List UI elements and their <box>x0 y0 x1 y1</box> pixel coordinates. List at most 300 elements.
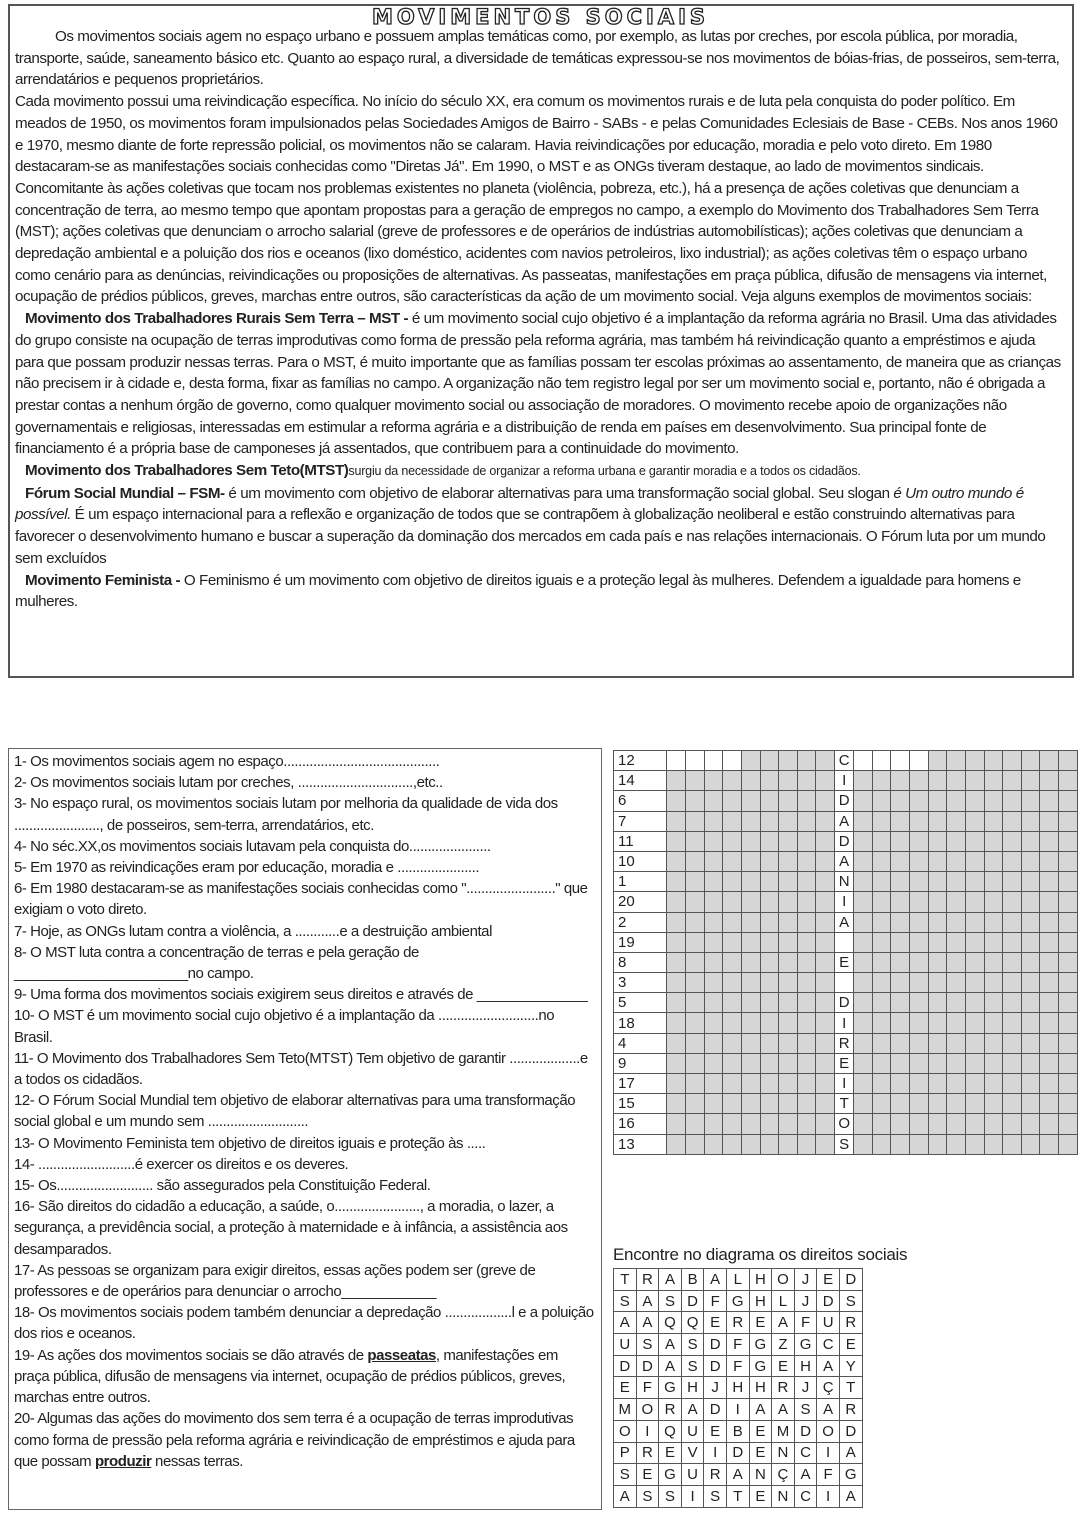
wordsearch-cell: J <box>794 1269 817 1291</box>
crossword-cell <box>872 1114 891 1134</box>
crossword-key-cell: I <box>835 1013 854 1033</box>
crossword-cell <box>872 1053 891 1073</box>
crossword-cell <box>686 912 705 932</box>
crossword-cell <box>779 892 798 912</box>
wordsearch-cell: R <box>726 1312 749 1334</box>
crossword-cell <box>947 751 966 771</box>
crossword-cell <box>779 1074 798 1094</box>
crossword-cell <box>1040 1094 1059 1114</box>
wordsearch-cell: Ç <box>772 1464 795 1486</box>
wordsearch-title: Encontre no diagrama os direitos sociais <box>613 1245 908 1264</box>
crossword-cell <box>1040 811 1059 831</box>
crossword-cell <box>816 851 835 871</box>
crossword-cell <box>741 791 760 811</box>
crossword-cell <box>779 831 798 851</box>
crossword-cell <box>760 751 779 771</box>
wordsearch-cell: H <box>749 1290 772 1312</box>
crossword-cell <box>872 1134 891 1154</box>
crossword-cell <box>1021 952 1040 972</box>
question-20-b: nessas terras. <box>151 1452 243 1470</box>
crossword-cell <box>910 791 929 811</box>
wordsearch-cell: S <box>636 1334 659 1356</box>
crossword-cell <box>686 851 705 871</box>
crossword-cell <box>1003 1013 1022 1033</box>
crossword-number: 4 <box>614 1033 667 1053</box>
crossword-cell <box>1003 751 1022 771</box>
crossword-cell <box>1040 1033 1059 1053</box>
feminist-title: Movimento Feminista - <box>25 571 181 589</box>
wordsearch-cell: E <box>659 1442 682 1464</box>
crossword-cell <box>928 1094 947 1114</box>
crossword-number: 6 <box>614 791 667 811</box>
crossword-cell <box>910 973 929 993</box>
crossword-cell <box>797 811 816 831</box>
fsm-slogan: é Um outro mundo é possível. <box>15 484 1024 524</box>
wordsearch-cell: E <box>749 1420 772 1442</box>
crossword-cell <box>741 1053 760 1073</box>
crossword-cell <box>1003 1053 1022 1073</box>
wordsearch-cell: E <box>772 1355 795 1377</box>
crossword-cell <box>779 952 798 972</box>
question-9: 9- Uma forma dos movimentos sociais exigirem seus direitos e através de ______________ <box>14 986 588 1004</box>
questions-panel <box>8 748 602 1510</box>
crossword-cell <box>1021 811 1040 831</box>
mtst-body: surgiu da necessidade de organizar a reforma urbana e garantir moradia e a todos os cidadãos. <box>348 464 861 479</box>
crossword-cell <box>891 791 910 811</box>
crossword-cell <box>760 791 779 811</box>
crossword-cell <box>984 751 1003 771</box>
crossword-row <box>614 912 1078 932</box>
crossword-cell <box>984 831 1003 851</box>
wordsearch-cell: D <box>614 1355 637 1377</box>
question-6: 6- Em 1980 destacaram-se as manifestações sociais conhecidas como "........................" que exigiam o voto direto. <box>14 880 588 919</box>
crossword-cell <box>797 831 816 851</box>
crossword-cell <box>910 1013 929 1033</box>
crossword-cell <box>667 952 686 972</box>
crossword-cell <box>910 1033 929 1053</box>
crossword-cell <box>891 1114 910 1134</box>
wordsearch-row <box>614 1290 863 1312</box>
wordsearch-cell: D <box>839 1269 862 1291</box>
crossword-cell <box>947 771 966 791</box>
crossword-key-cell: O <box>835 1114 854 1134</box>
wordsearch-cell: H <box>681 1377 704 1399</box>
crossword-cell <box>910 932 929 952</box>
mst-title: Movimento dos Trabalhadores Rurais Sem Terra – MST - <box>25 310 409 328</box>
wordsearch-cell: Q <box>659 1420 682 1442</box>
crossword-cell <box>947 973 966 993</box>
crossword-cell <box>965 771 984 791</box>
crossword-cell <box>816 1053 835 1073</box>
crossword-cell <box>1021 993 1040 1013</box>
crossword-cell <box>965 811 984 831</box>
wordsearch-cell: D <box>726 1442 749 1464</box>
crossword-cell <box>704 1033 723 1053</box>
crossword-cell <box>760 831 779 851</box>
crossword-cell <box>1003 993 1022 1013</box>
paragraph-fsm <box>15 483 1066 570</box>
question-7: 7- Hoje, as ONGs lutam contra a violência, a ............e a destruição ambiental <box>14 922 492 940</box>
question-20 <box>14 1408 596 1472</box>
crossword-cell <box>779 993 798 1013</box>
wordsearch-cell: I <box>817 1442 840 1464</box>
crossword-cell <box>1003 791 1022 811</box>
crossword-cell <box>779 932 798 952</box>
crossword-cell <box>947 872 966 892</box>
crossword-cell <box>779 973 798 993</box>
crossword-cell <box>891 973 910 993</box>
crossword-cell <box>797 912 816 932</box>
crossword-cell <box>1059 912 1078 932</box>
crossword-cell <box>686 993 705 1013</box>
wordsearch-cell: A <box>772 1399 795 1421</box>
crossword-number: 14 <box>614 771 667 791</box>
crossword-cell <box>760 973 779 993</box>
crossword-cell <box>779 851 798 871</box>
crossword-cell <box>1021 751 1040 771</box>
crossword-cell <box>854 851 873 871</box>
wordsearch-cell: A <box>636 1312 659 1334</box>
crossword-cell <box>760 851 779 871</box>
wordsearch-cell: A <box>614 1312 637 1334</box>
question-11: 11- O Movimento dos Trabalhadores Sem Teto(MTST) Tem objetivo de garantir ...................e a todos os cidadãos. <box>14 1049 588 1089</box>
crossword-cell <box>741 932 760 952</box>
wordsearch-cell: P <box>614 1442 637 1464</box>
wordsearch-cell: R <box>636 1442 659 1464</box>
wordsearch-cell: B <box>681 1269 704 1291</box>
wordsearch-cell: A <box>839 1485 862 1507</box>
crossword-cell <box>965 751 984 771</box>
crossword-cell <box>760 1134 779 1154</box>
crossword-cell <box>947 952 966 972</box>
wordsearch-row <box>614 1269 863 1291</box>
crossword-row <box>614 932 1078 952</box>
wordsearch-cell: G <box>749 1334 772 1356</box>
crossword-cell <box>741 831 760 851</box>
wordsearch-grid <box>613 1268 863 1508</box>
crossword-cell <box>928 932 947 952</box>
crossword-cell <box>965 973 984 993</box>
crossword-cell <box>1003 1114 1022 1134</box>
crossword-cell <box>1040 1114 1059 1134</box>
crossword-cell <box>965 791 984 811</box>
crossword-cell <box>965 1053 984 1073</box>
wordsearch-cell: N <box>749 1464 772 1486</box>
crossword-grid <box>613 750 1078 1155</box>
crossword-cell <box>928 831 947 851</box>
wordsearch-cell: M <box>614 1399 637 1421</box>
crossword-cell <box>667 811 686 831</box>
wordsearch-cell: D <box>681 1290 704 1312</box>
question-19-b: , manifestações em praça pública, difusão de mensagens via internet, ocupação de prédios públicos, greves, marchas entre outros. <box>14 1346 566 1407</box>
crossword-key-cell: C <box>835 751 854 771</box>
wordsearch-cell: A <box>614 1485 637 1507</box>
crossword-cell <box>797 892 816 912</box>
crossword-cell <box>779 872 798 892</box>
crossword-cell <box>816 952 835 972</box>
crossword-cell <box>667 831 686 851</box>
crossword-cell <box>965 831 984 851</box>
question-19-a: 19- As ações dos movimentos sociais se dão através de <box>14 1346 368 1364</box>
crossword-cell <box>723 932 742 952</box>
crossword-cell <box>928 912 947 932</box>
crossword-cell <box>1021 1033 1040 1053</box>
crossword-cell <box>704 932 723 952</box>
crossword-cell <box>760 993 779 1013</box>
crossword-cell <box>854 1033 873 1053</box>
crossword-cell <box>872 872 891 892</box>
wordsearch-row <box>614 1312 863 1334</box>
crossword-cell <box>723 892 742 912</box>
crossword-number: 19 <box>614 932 667 952</box>
crossword-cell <box>910 751 929 771</box>
crossword-cell <box>760 892 779 912</box>
wordsearch-row <box>614 1399 863 1421</box>
crossword-cell <box>872 771 891 791</box>
wordsearch-cell: E <box>749 1312 772 1334</box>
crossword-cell <box>872 912 891 932</box>
crossword-cell <box>797 1074 816 1094</box>
crossword-cell <box>854 831 873 851</box>
crossword-cell <box>1040 751 1059 771</box>
crossword-key-cell: E <box>835 1053 854 1073</box>
crossword-cell <box>910 1074 929 1094</box>
crossword-cell <box>854 952 873 972</box>
crossword-cell <box>741 872 760 892</box>
crossword-cell <box>760 1033 779 1053</box>
crossword-cell <box>910 851 929 871</box>
crossword-cell <box>891 892 910 912</box>
wordsearch-cell: H <box>749 1377 772 1399</box>
crossword-row <box>614 892 1078 912</box>
question-18: 18- Os movimentos sociais podem também denunciar a depredação ..................l e a poluição dos rios e oceanos. <box>14 1304 594 1343</box>
crossword-cell <box>984 1134 1003 1154</box>
wordsearch-cell: E <box>704 1312 727 1334</box>
article-body <box>15 26 1066 613</box>
crossword-cell <box>1021 1013 1040 1033</box>
crossword-cell <box>891 811 910 831</box>
crossword-cell <box>741 1094 760 1114</box>
crossword-cell <box>667 1013 686 1033</box>
crossword-cell <box>686 1134 705 1154</box>
crossword-cell <box>704 751 723 771</box>
wordsearch-cell: A <box>659 1355 682 1377</box>
crossword-cell <box>741 1114 760 1134</box>
crossword-key-cell: N <box>835 872 854 892</box>
crossword-cell <box>1059 831 1078 851</box>
crossword-number: 1 <box>614 872 667 892</box>
wordsearch-row <box>614 1464 863 1486</box>
crossword-cell <box>872 1013 891 1033</box>
crossword-cell <box>816 872 835 892</box>
crossword-cell <box>910 1053 929 1073</box>
crossword-cell <box>928 791 947 811</box>
crossword-cell <box>667 892 686 912</box>
wordsearch-cell: T <box>726 1485 749 1507</box>
wordsearch-cell: Ç <box>817 1377 840 1399</box>
crossword-cell <box>723 952 742 972</box>
crossword-cell <box>1059 872 1078 892</box>
crossword-cell <box>965 912 984 932</box>
crossword-cell <box>854 1053 873 1073</box>
wordsearch-cell: R <box>839 1399 862 1421</box>
wordsearch-cell: F <box>726 1334 749 1356</box>
paragraph-mtst <box>15 460 1066 483</box>
crossword-cell <box>704 811 723 831</box>
crossword-cell <box>891 1094 910 1114</box>
wordsearch-cell: A <box>817 1399 840 1421</box>
wordsearch-cell: D <box>704 1355 727 1377</box>
crossword-cell <box>1021 1134 1040 1154</box>
crossword-cell <box>872 851 891 871</box>
crossword-cell <box>797 791 816 811</box>
crossword-cell <box>1003 1074 1022 1094</box>
question-5: 5- Em 1970 as reivindicações eram por educação, moradia e ...................... <box>14 859 480 877</box>
question-4: 4- No séc.XX,os movimentos sociais lutavam pela conquista do...................... <box>14 837 491 855</box>
crossword-row <box>614 1094 1078 1114</box>
crossword-cell <box>686 1013 705 1033</box>
question-16: 16- São direitos do cidadão a educação, a saúde, o......................., a moradia, o lazer, a segurança, a previdência social, a proteção à maternidade e à infância, a assistência aos desamparados. <box>14 1198 568 1258</box>
crossword-cell <box>741 1074 760 1094</box>
question-19-keyword: passeatas <box>367 1346 436 1364</box>
wordsearch-cell: S <box>681 1355 704 1377</box>
crossword-cell <box>910 912 929 932</box>
crossword-cell <box>760 771 779 791</box>
wordsearch-cell: C <box>794 1485 817 1507</box>
crossword-cell <box>816 1013 835 1033</box>
wordsearch-cell: Y <box>839 1355 862 1377</box>
wordsearch-cell: U <box>817 1312 840 1334</box>
crossword-cell <box>704 993 723 1013</box>
crossword-cell <box>928 1134 947 1154</box>
crossword-cell <box>965 1033 984 1053</box>
crossword-cell <box>1003 973 1022 993</box>
crossword-cell <box>667 932 686 952</box>
crossword-cell <box>928 973 947 993</box>
crossword-cell <box>1003 851 1022 871</box>
crossword-cell <box>723 912 742 932</box>
crossword-cell <box>891 751 910 771</box>
crossword-cell <box>704 851 723 871</box>
crossword-row <box>614 1074 1078 1094</box>
crossword-cell <box>723 751 742 771</box>
paragraph-feminist <box>15 570 1066 613</box>
wordsearch-cell: D <box>704 1334 727 1356</box>
wordsearch-cell: L <box>772 1290 795 1312</box>
crossword-cell <box>1040 952 1059 972</box>
crossword-cell <box>947 791 966 811</box>
wordsearch-cell: H <box>726 1377 749 1399</box>
wordsearch-cell: S <box>614 1464 637 1486</box>
crossword-cell <box>947 1134 966 1154</box>
crossword-cell <box>965 932 984 952</box>
paragraph-intro: Os movimentos sociais agem no espaço urbano e possuem amplas temáticas como, por exemplo, as lutas por creches, por escola pública, por moradia, transporte, saúde, saneamento básico etc. Quanto ao espaço rural, a diversidade de temáticas expressou-se nos movimentos de bóias-frias, de posseiros, sem-terra, arrendatários e pequenos proprietários. <box>15 28 1060 89</box>
crossword-cell <box>854 1074 873 1094</box>
crossword-cell <box>1021 892 1040 912</box>
crossword-cell <box>723 811 742 831</box>
crossword-cell <box>891 1134 910 1154</box>
crossword-cell <box>965 952 984 972</box>
crossword-cell <box>1040 932 1059 952</box>
wordsearch-cell: S <box>636 1485 659 1507</box>
crossword-key-cell: A <box>835 851 854 871</box>
crossword-cell <box>667 1134 686 1154</box>
wordsearch-cell: S <box>704 1485 727 1507</box>
crossword-cell <box>928 952 947 972</box>
crossword-number: 12 <box>614 751 667 771</box>
crossword-cell <box>704 1013 723 1033</box>
crossword-cell <box>1040 1053 1059 1073</box>
crossword-cell <box>984 973 1003 993</box>
crossword-cell <box>723 973 742 993</box>
crossword-cell <box>1040 1134 1059 1154</box>
crossword-cell <box>797 851 816 871</box>
crossword-number: 11 <box>614 831 667 851</box>
crossword-cell <box>741 1013 760 1033</box>
crossword-cell <box>872 1094 891 1114</box>
crossword-cell <box>779 912 798 932</box>
crossword-key-cell: D <box>835 831 854 851</box>
crossword-cell <box>1059 1013 1078 1033</box>
crossword-number: 8 <box>614 952 667 972</box>
crossword-cell <box>872 751 891 771</box>
crossword-cell <box>1059 1114 1078 1134</box>
crossword-cell <box>872 973 891 993</box>
crossword-cell <box>686 1094 705 1114</box>
crossword-cell <box>928 771 947 791</box>
crossword-cell <box>1003 932 1022 952</box>
crossword-cell <box>704 831 723 851</box>
crossword-cell <box>686 932 705 952</box>
crossword-cell <box>1003 771 1022 791</box>
crossword-cell <box>816 1094 835 1114</box>
crossword-cell <box>984 771 1003 791</box>
question-8: 8- O MST luta contra a concentração de terras e pela geração de ______________________no campo. <box>14 943 419 983</box>
crossword-cell <box>723 831 742 851</box>
crossword-cell <box>984 872 1003 892</box>
fsm-body-1: é um movimento com objetivo de elaborar alternativas para uma transformação social global. Seu slogan <box>224 484 894 502</box>
mst-body: é um movimento social cujo objetivo é a implantação da reforma agrária no Brasil. Uma das atividades do grupo consiste na ocupação de terras improdutivas como forma de pressão pela reforma agrária, mas também há reivindicação quanto a empréstimos e ajuda para que possam produzir nessas terras. Para o MST, é muito importante que as famílias possam ter escolas próximas ao assentamento, de maneira que as crianças não precisem ir à cidade e, desta forma, fixar as famílias no campo. A organização não tem registro legal por ser um movimento social e, portanto, não é obrigada a prestar contas a nenhum órgão de governo, como qualquer movimento social ou associação de moradores. O movimento recebe apoio de organizações não governamentais e religiosas, interessadas em estimular a reforma agrária e a distribuição de renda em países em desenvolvimento. Sua principal fonte de financiamento é a própria base de camponeses já assentados, que contribuem para a continuidade do movimento. <box>15 310 1061 458</box>
crossword-key-cell: S <box>835 1134 854 1154</box>
crossword-cell <box>779 791 798 811</box>
crossword-cell <box>854 872 873 892</box>
crossword-cell <box>1021 973 1040 993</box>
crossword-cell <box>667 771 686 791</box>
crossword-cell <box>686 1114 705 1134</box>
wordsearch-cell: Q <box>659 1312 682 1334</box>
crossword-cell <box>816 912 835 932</box>
wordsearch-cell: A <box>817 1355 840 1377</box>
question-19 <box>14 1345 596 1409</box>
wordsearch-cell: A <box>659 1269 682 1291</box>
crossword-number: 7 <box>614 811 667 831</box>
wordsearch-cell: J <box>794 1290 817 1312</box>
crossword-number: 20 <box>614 892 667 912</box>
crossword-cell <box>797 1033 816 1053</box>
crossword-cell <box>686 751 705 771</box>
paragraph-mst <box>15 308 1066 460</box>
crossword-number: 17 <box>614 1074 667 1094</box>
text-panel <box>8 4 1074 678</box>
question-1: 1- Os movimentos sociais agem no espaço.......................................... <box>14 753 440 770</box>
crossword-cell <box>984 1094 1003 1114</box>
crossword-cell <box>891 851 910 871</box>
crossword-cell <box>1040 771 1059 791</box>
crossword-cell <box>947 1053 966 1073</box>
wordsearch-cell: I <box>817 1485 840 1507</box>
wordsearch-cell: A <box>839 1442 862 1464</box>
crossword-cell <box>872 952 891 972</box>
